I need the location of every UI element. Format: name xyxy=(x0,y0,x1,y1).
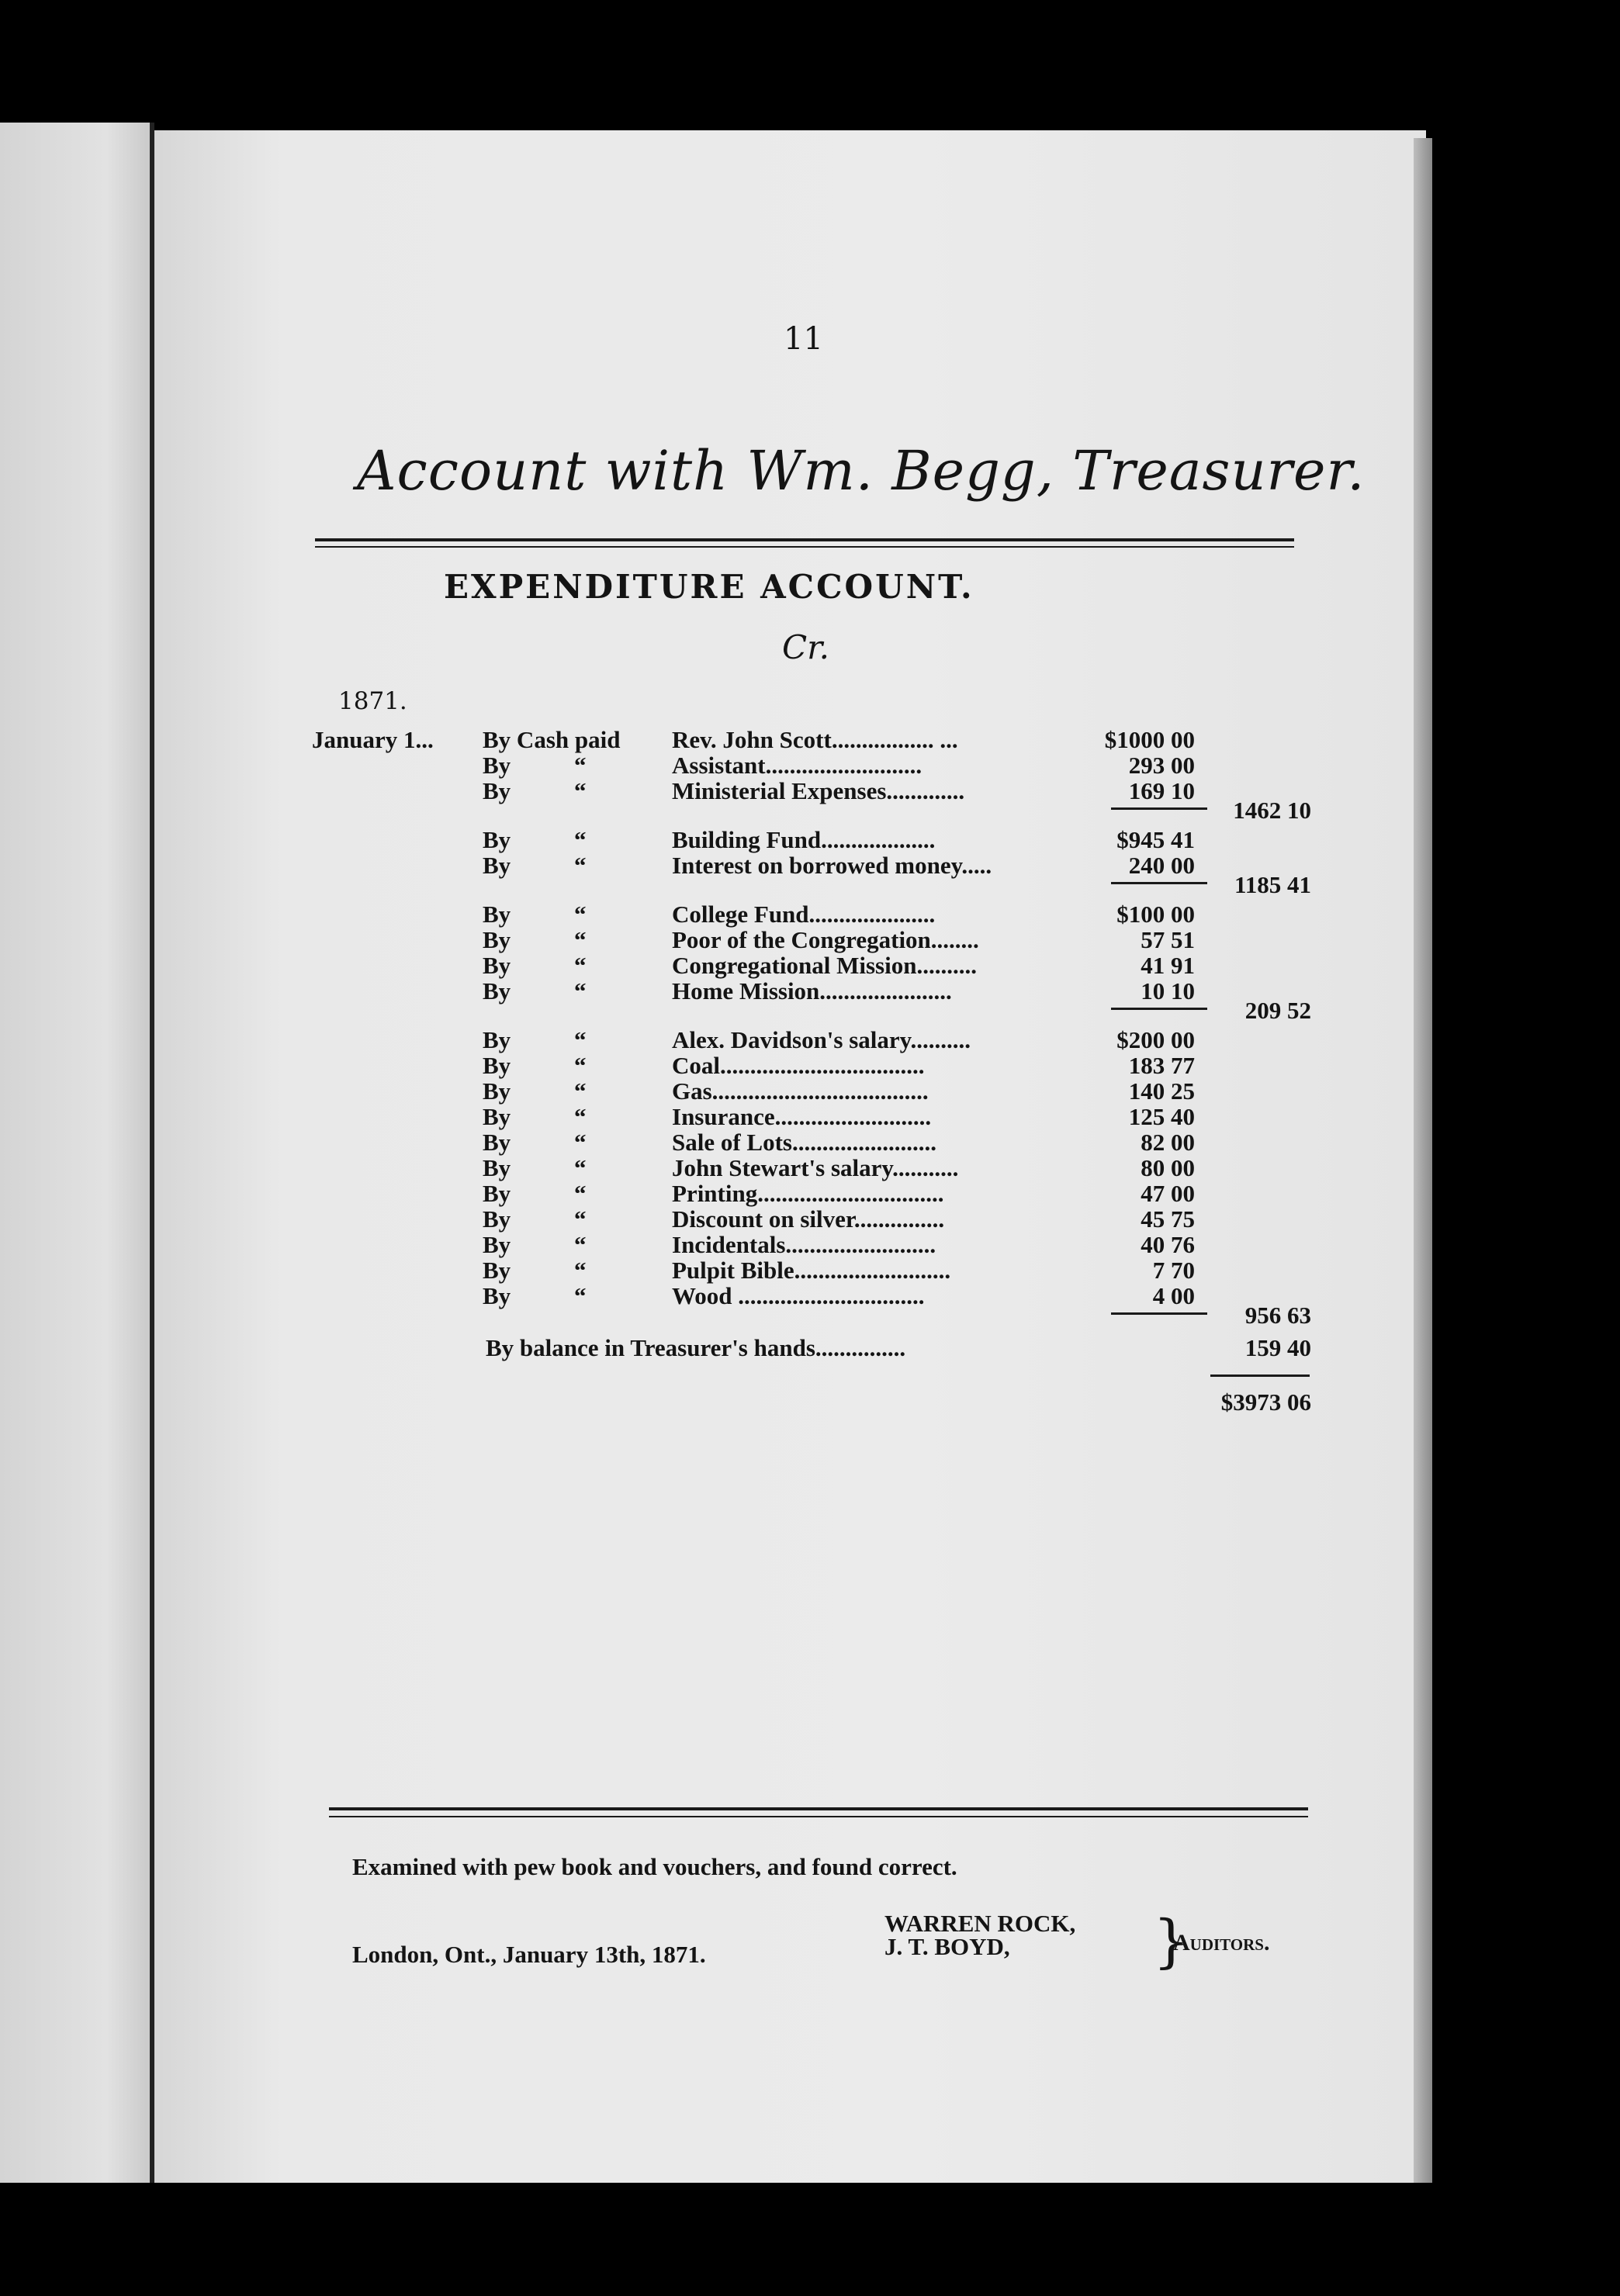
row-ditto: “ xyxy=(574,977,587,1004)
row-description: Congregational Mission.......... xyxy=(672,952,977,979)
row-by: By xyxy=(483,1154,511,1181)
row-by: By xyxy=(483,1026,511,1053)
row-ditto: “ xyxy=(574,901,587,928)
row-amount: 125 40 xyxy=(1128,1103,1195,1130)
row-description: Building Fund................... xyxy=(672,826,936,853)
row-ditto: “ xyxy=(574,1180,587,1207)
row-amount: 45 75 xyxy=(1141,1205,1195,1233)
row-ditto: “ xyxy=(574,1103,587,1130)
row-description: Ministerial Expenses............. xyxy=(672,777,965,804)
auditors-label: Auditors. xyxy=(1173,1930,1270,1955)
row-by: By xyxy=(483,752,511,779)
brace-glyph: } xyxy=(1153,1908,1190,1975)
row-by: By xyxy=(483,1077,511,1105)
row-description: Pulpit Bible.......................... xyxy=(672,1257,951,1284)
row-ditto: “ xyxy=(574,1154,587,1181)
row-by: By xyxy=(483,1231,511,1258)
page-number: 11 xyxy=(784,321,823,357)
row-amount: 169 10 xyxy=(1128,777,1195,804)
row-description: Incidentals......................... xyxy=(672,1231,936,1258)
group-subtotal: 956 63 xyxy=(1244,1302,1311,1329)
row-amount: 82 00 xyxy=(1141,1129,1195,1156)
row-description: Wood ............................... xyxy=(672,1282,925,1309)
row-ditto: “ xyxy=(574,752,587,779)
row-by: By xyxy=(483,1205,511,1233)
title-rule-bottom xyxy=(315,546,1294,548)
group-subtotal: 1462 10 xyxy=(1233,797,1311,824)
row-amount: 140 25 xyxy=(1128,1077,1195,1105)
row-amount: 240 00 xyxy=(1128,852,1195,879)
row-description: Interest on borrowed money..... xyxy=(672,852,992,879)
row-ditto: “ xyxy=(574,1026,587,1053)
row-by: By xyxy=(483,1103,511,1130)
row-amount: 4 00 xyxy=(1152,1282,1195,1309)
row-by: By xyxy=(483,777,511,804)
page-edge-shadow xyxy=(1414,138,1432,2183)
row-amount: $200 00 xyxy=(1116,1026,1195,1053)
row-amount: 57 51 xyxy=(1141,926,1195,953)
balance-label: By balance in Treasurer's hands............... xyxy=(486,1334,906,1361)
row-description: Assistant.......................... xyxy=(672,752,922,779)
credit-label: Cr. xyxy=(782,628,829,666)
row-description: Printing............................... xyxy=(672,1180,944,1207)
row-ditto: “ xyxy=(574,1257,587,1284)
row-amount: 293 00 xyxy=(1128,752,1195,779)
auditor-name: J. T. BOYD, xyxy=(884,1933,1010,1960)
row-ditto: “ xyxy=(574,1282,587,1309)
row-description: Gas.................................... xyxy=(672,1077,929,1105)
row-amount: 40 76 xyxy=(1141,1231,1195,1258)
row-ditto: “ xyxy=(574,1231,587,1258)
row-description: John Stewart's salary........... xyxy=(672,1154,959,1181)
page-title: Account with Wm. Begg, Treasurer. xyxy=(357,439,1366,503)
row-ditto: “ xyxy=(574,1205,587,1233)
row-by: By xyxy=(483,1257,511,1284)
footer-rule-bottom xyxy=(329,1816,1308,1817)
row-description: Poor of the Congregation........ xyxy=(672,926,979,953)
group-subtotal: 1185 41 xyxy=(1234,871,1311,898)
row-description: Insurance.......................... xyxy=(672,1103,932,1130)
footer-rule-top xyxy=(329,1807,1308,1810)
audit-note: Examined with pew book and vouchers, and found correct. xyxy=(352,1853,957,1880)
row-ditto: “ xyxy=(574,952,587,979)
row-ditto: “ xyxy=(574,826,587,853)
row-amount: $1000 00 xyxy=(1104,726,1195,753)
row-by: By xyxy=(483,1180,511,1207)
row-description: Sale of Lots........................ xyxy=(672,1129,936,1156)
row-ditto: “ xyxy=(574,1052,587,1079)
row-ditto: “ xyxy=(574,1077,587,1105)
balance-amount: 159 40 xyxy=(1244,1334,1311,1361)
row-amount: 47 00 xyxy=(1141,1180,1195,1207)
row-description: Alex. Davidson's salary.......... xyxy=(672,1026,971,1053)
row-by: By xyxy=(483,852,511,879)
section-title: EXPENDITURE ACCOUNT. xyxy=(444,568,974,606)
row-ditto: “ xyxy=(574,852,587,879)
year-label: 1871. xyxy=(338,687,407,715)
row-amount: 41 91 xyxy=(1141,952,1195,979)
row-by: By xyxy=(483,1129,511,1156)
book-gutter xyxy=(150,123,154,2183)
row-by: By xyxy=(483,1282,511,1309)
row-amount: $945 41 xyxy=(1116,826,1195,853)
row-amount: 183 77 xyxy=(1128,1052,1195,1079)
row-by: By xyxy=(483,901,511,928)
row-description: Rev. John Scott................. ... xyxy=(672,726,958,753)
row-by: By xyxy=(483,1052,511,1079)
row-date: January 1... xyxy=(312,726,434,753)
row-description: College Fund..................... xyxy=(672,901,936,928)
title-rule-top xyxy=(315,538,1294,541)
grand-total-rule xyxy=(1210,1374,1310,1377)
row-amount: $100 00 xyxy=(1116,901,1195,928)
facing-page-edge xyxy=(0,123,152,2183)
row-amount: 10 10 xyxy=(1141,977,1195,1004)
row-ditto: “ xyxy=(574,777,587,804)
grand-total: $3973 06 xyxy=(1220,1388,1311,1416)
place-date: London, Ont., January 13th, 1871. xyxy=(352,1941,706,1968)
row-amount: 80 00 xyxy=(1141,1154,1195,1181)
row-description: Coal.................................. xyxy=(672,1052,925,1079)
row-amount: 7 70 xyxy=(1152,1257,1195,1284)
row-by: By xyxy=(483,952,511,979)
row-by: By xyxy=(483,977,511,1004)
auditor-name: WARREN ROCK, xyxy=(884,1910,1076,1937)
row-by: By xyxy=(483,826,511,853)
row-description: Home Mission...................... xyxy=(672,977,952,1004)
row-description: Discount on silver............... xyxy=(672,1205,945,1233)
row-by: By xyxy=(483,926,511,953)
row-ditto: “ xyxy=(574,1129,587,1156)
row-ditto: “ xyxy=(574,926,587,953)
row-by: By Cash paid xyxy=(483,726,621,753)
group-subtotal: 209 52 xyxy=(1244,997,1311,1024)
